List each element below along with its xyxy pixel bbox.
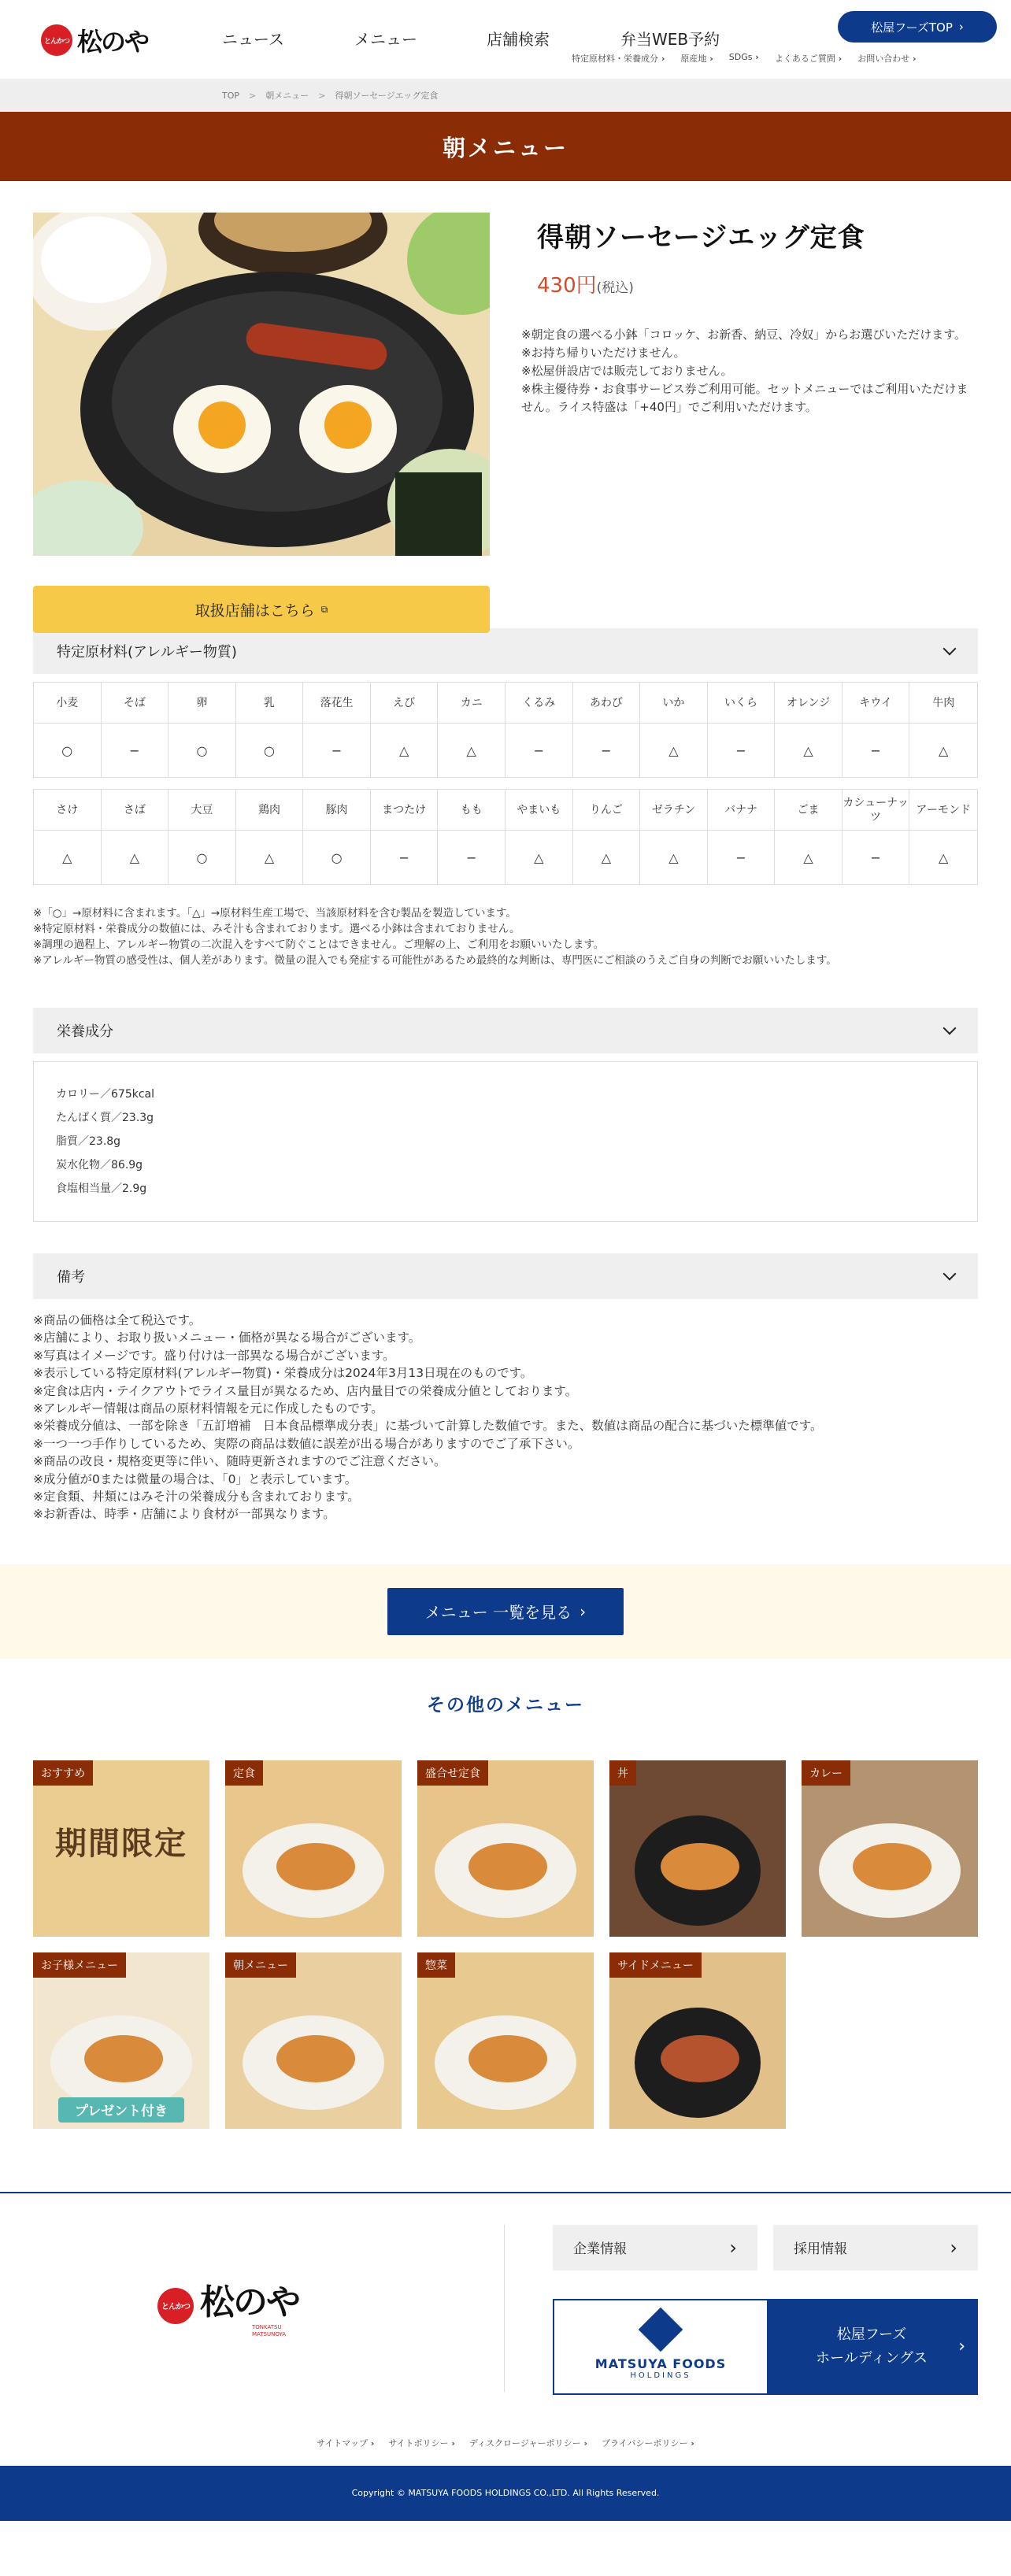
menu-card-curry[interactable] bbox=[802, 1760, 978, 1937]
allergen-value: − bbox=[506, 724, 573, 777]
product-photo bbox=[33, 213, 490, 556]
nutrition-calories: カロリー／675kcal bbox=[56, 1088, 154, 1101]
breadcrumb-top[interactable]: TOP bbox=[222, 90, 240, 101]
allergen-section bbox=[33, 628, 978, 968]
allergen-name: やまいも bbox=[506, 790, 573, 831]
nutrition-fat: 脂質／23.8g bbox=[56, 1135, 121, 1148]
allergen-table-1 bbox=[33, 682, 978, 778]
allergen-value: − bbox=[842, 831, 910, 884]
nutrition-carbs: 炭水化物／86.9g bbox=[56, 1159, 143, 1171]
menu-card-tag: 定食 bbox=[225, 1760, 263, 1786]
product-price bbox=[537, 269, 634, 298]
remark-line: ※一つ一つ手作りしているため、実際の商品は数値に誤差が出る場合がありますのでご了承下さい。 bbox=[33, 1436, 580, 1451]
present-badge: プレゼント付き bbox=[58, 2097, 184, 2123]
other-menu-heading: その他のメニュー bbox=[427, 1694, 584, 1715]
footer-logo[interactable] bbox=[157, 2274, 299, 2338]
top-button-label: 松屋フーズTOP bbox=[871, 20, 953, 35]
menu-card-tag: 惣菜 bbox=[417, 1952, 455, 1978]
allergen-value: △ bbox=[371, 724, 439, 777]
product-title: 得朝ソーセージエッグ定食 bbox=[537, 222, 865, 254]
allergen-value: △ bbox=[236, 831, 304, 884]
menu-card-tag: お子様メニュー bbox=[33, 1952, 126, 1978]
copyright: Copyright © MATSUYA FOODS HOLDINGS CO.,LTD. All Rights Reserved. bbox=[0, 2466, 1011, 2521]
footer-logo-mark: とんかつ bbox=[157, 2288, 194, 2324]
chevron-down-icon bbox=[943, 1268, 957, 1281]
menu-card-photo bbox=[802, 1760, 978, 1937]
nutrition-salt: 食塩相当量／2.9g bbox=[56, 1183, 147, 1195]
allergen-note: ※調理の過程上、アレルギー物質の二次混入をすべて防ぐことはできません。ご理解の上、ご利用をお願いいたします。 bbox=[33, 938, 605, 951]
footer-logo-text: 松のや bbox=[200, 2282, 299, 2322]
allergen-name: えび bbox=[371, 683, 439, 724]
menu-card-side[interactable] bbox=[609, 1952, 786, 2129]
category-banner: 朝メニュー bbox=[0, 112, 1011, 181]
site-footer bbox=[0, 2192, 1011, 2420]
menu-card-photo bbox=[417, 1952, 594, 2129]
allergen-value: − bbox=[708, 831, 776, 884]
nutrition-section bbox=[33, 1008, 978, 1222]
breadcrumb-category[interactable]: 朝メニュー bbox=[265, 91, 309, 101]
price-tax-label: (税込) bbox=[596, 280, 634, 296]
allergen-name: 豚肉 bbox=[303, 790, 371, 831]
remark-line: ※表示している特定原材料(アレルギー物質)・栄養成分は2024年3月13日現在のものです。 bbox=[33, 1366, 533, 1381]
nav-news[interactable]: ニュース bbox=[222, 30, 284, 49]
footer-link-privacy[interactable]: プライバシーポリシー › bbox=[602, 2437, 694, 2449]
allergen-name: そば bbox=[102, 683, 169, 724]
menu-card-moriawase[interactable] bbox=[417, 1760, 594, 1937]
subnav-sdgs[interactable]: SDGs › bbox=[729, 52, 759, 65]
allergen-value: − bbox=[708, 724, 776, 777]
other-menu-grid bbox=[33, 1760, 978, 2170]
nutrition-protein: たんぱく質／23.3g bbox=[56, 1112, 154, 1124]
allergen-name: オレンジ bbox=[775, 683, 842, 724]
limited-time-label: 期間限定 bbox=[55, 1825, 187, 1862]
allergen-value: − bbox=[303, 724, 371, 777]
menu-card-tag: おすすめ bbox=[33, 1760, 93, 1786]
logo-text: 松のや bbox=[77, 27, 149, 57]
allergen-value: − bbox=[573, 724, 641, 777]
remark-line: ※栄養成分値は、一部を除き「五訂増補 日本食品標準成分表」に基づいて計算した数値です。また、数値は商品の配合に基づいた標準値です。 bbox=[33, 1419, 823, 1434]
remarks-heading: 備考 bbox=[57, 1269, 85, 1286]
menu-card-tag: カレー bbox=[802, 1760, 850, 1786]
breadcrumb-separator: > bbox=[249, 90, 257, 101]
allergen-value: − bbox=[102, 724, 169, 777]
site-header bbox=[0, 0, 1011, 79]
menu-card-tag: 盛合せ定食 bbox=[417, 1760, 488, 1786]
product-description bbox=[521, 326, 980, 416]
holdings-link-line: ホールディングス bbox=[816, 2349, 928, 2367]
menu-card-kids[interactable] bbox=[33, 1952, 209, 2129]
allergen-value: △ bbox=[506, 831, 573, 884]
description-line: ※松屋併設店では販売しておりません。 bbox=[521, 364, 733, 378]
footer-links bbox=[0, 2420, 1011, 2466]
description-line: ※朝定食の選べる小鉢「コロッケ、お新香、納豆、冷奴」からお選びいただけます。 bbox=[521, 328, 967, 342]
footer-divider bbox=[504, 2225, 505, 2392]
remark-line: ※定食類、丼類にはみそ汁の栄養成分も含まれております。 bbox=[33, 1490, 360, 1505]
holdings-mark-icon bbox=[639, 2308, 683, 2352]
allergen-name: 落花生 bbox=[303, 683, 371, 724]
remark-line: ※店舗により、お取り扱いメニュー・価格が異なる場合がございます。 bbox=[33, 1331, 421, 1345]
allergen-name: 牛肉 bbox=[909, 683, 977, 724]
remarks-list bbox=[33, 1312, 978, 1523]
allergen-name: 大豆 bbox=[168, 790, 236, 831]
remark-line: ※定食は店内・テイクアウトでライス量目が異なるため、店内量目での栄養成分値としております。 bbox=[33, 1383, 578, 1398]
menu-card-teishoku[interactable] bbox=[225, 1760, 402, 1937]
subnav-faq[interactable]: よくあるご質問 › bbox=[775, 52, 842, 65]
price-value: 430円 bbox=[537, 274, 597, 298]
recruit-info-button[interactable]: 採用情報 › bbox=[773, 2225, 978, 2271]
chevron-right-icon: › bbox=[958, 20, 964, 34]
remark-line: ※アレルギー情報は商品の原材料情報を元に作成したものです。 bbox=[33, 1401, 383, 1416]
menu-list-band bbox=[0, 1564, 1011, 1659]
remark-line: ※お新香は、時季・店舗により食材が一部異なります。 bbox=[33, 1507, 335, 1522]
logo-mark: とんかつ bbox=[41, 24, 72, 56]
allergen-value: ○ bbox=[34, 724, 102, 777]
allergen-name: カシューナッツ bbox=[842, 790, 910, 831]
allergen-heading: 特定原材料(アレルギー物質) bbox=[57, 644, 237, 661]
allergen-value: △ bbox=[939, 849, 949, 865]
footer-logo-sub: TONKATSU MATSUNOYA bbox=[252, 2323, 287, 2337]
chevron-right-icon: › bbox=[580, 1601, 587, 1621]
description-line: ※株主優待券・お食事サービス券ご利用可能。セットメニューではご利用いただけません。ライス特盛は「+40円」でご利用いただけます。 bbox=[521, 382, 968, 414]
menu-card-photo bbox=[225, 1760, 402, 1937]
allergen-name: 卵 bbox=[168, 683, 236, 724]
allergen-value: − bbox=[371, 831, 439, 884]
allergen-name: バナナ bbox=[708, 790, 776, 831]
allergen-name: まつたけ bbox=[371, 790, 439, 831]
holdings-banner[interactable] bbox=[553, 2299, 978, 2395]
menu-list-button[interactable] bbox=[387, 1588, 624, 1635]
menu-card-photo bbox=[609, 1760, 786, 1937]
remark-line: ※商品の価格は全て税込です。 bbox=[33, 1313, 202, 1327]
holdings-sub: HOLDINGS bbox=[630, 2371, 691, 2380]
allergen-note: ※特定原材料・栄養成分の数値には、みそ汁も含まれております。選べる小鉢は含まれておりません。 bbox=[33, 923, 520, 935]
menu-card-morning[interactable] bbox=[225, 1952, 402, 2129]
site-logo[interactable] bbox=[41, 22, 167, 58]
menu-card-sozai[interactable] bbox=[417, 1952, 594, 2129]
allergen-name: 小麦 bbox=[34, 683, 102, 724]
allergen-value: △ bbox=[775, 724, 842, 777]
allergen-name: ゼラチン bbox=[640, 790, 708, 831]
menu-card-photo bbox=[609, 1952, 786, 2129]
holdings-name: MATSUYA FOODS bbox=[594, 2356, 727, 2371]
allergen-value: △ bbox=[640, 831, 708, 884]
allergen-accordion-header[interactable] bbox=[33, 628, 978, 674]
allergen-value: − bbox=[438, 831, 506, 884]
allergen-name: いか bbox=[640, 683, 708, 724]
allergen-name: キウイ bbox=[842, 683, 910, 724]
subnav-allergen[interactable]: 特定原材料・栄養成分 › bbox=[572, 52, 665, 65]
product-detail bbox=[0, 181, 1011, 620]
allergen-note: ※「○」→原材料に含まれます。「△」→原材料生産工場で、当該原材料を含む製品を製造しています。 bbox=[33, 907, 517, 920]
breadcrumb bbox=[0, 79, 1011, 112]
nutrition-accordion-header[interactable] bbox=[33, 1008, 978, 1053]
external-link-icon: ⧉ bbox=[320, 603, 328, 615]
remark-line: ※成分値が0または微量の場合は、「0」と表示しています。 bbox=[33, 1471, 357, 1486]
allergen-note: ※アレルギー物質の感受性は、個人差があります。微量の混入でも発症する可能性があるため最終的な判断は、専門医にご相談のうえご自身の判断でお願いいたします。 bbox=[33, 954, 837, 967]
holdings-link bbox=[767, 2300, 976, 2393]
allergen-name: もも bbox=[438, 790, 506, 831]
allergen-value: ○ bbox=[303, 831, 371, 884]
store-search-button[interactable] bbox=[33, 586, 490, 633]
allergen-name: りんご bbox=[573, 790, 641, 831]
allergen-value: △ bbox=[775, 831, 842, 884]
remarks-section bbox=[33, 1253, 978, 1523]
remark-line: ※写真はイメージです。盛り付けは一部異なる場合がございます。 bbox=[33, 1348, 395, 1363]
allergen-value: △ bbox=[939, 742, 949, 758]
allergen-notes bbox=[33, 905, 978, 968]
allergen-name: カニ bbox=[438, 683, 506, 724]
remarks-accordion-header[interactable] bbox=[33, 1253, 978, 1299]
description-line: ※お持ち帰りいただけません。 bbox=[521, 346, 686, 360]
nav-menu[interactable]: メニュー bbox=[354, 30, 417, 49]
allergen-name: いくら bbox=[708, 683, 776, 724]
allergen-value: △ bbox=[438, 724, 506, 777]
nav-bento-reserve[interactable]: 弁当WEB予約 bbox=[620, 30, 720, 49]
matsuya-foods-top-button[interactable] bbox=[838, 11, 997, 43]
allergen-name: さけ bbox=[34, 790, 102, 831]
remark-line: ※商品の改良・規格変更等に伴い、随時更新されますのでご注意ください。 bbox=[33, 1454, 446, 1469]
menu-card-recommended[interactable] bbox=[33, 1760, 209, 1937]
holdings-logo bbox=[554, 2300, 767, 2393]
menu-card-tag: サイドメニュー bbox=[609, 1952, 702, 1978]
sub-nav bbox=[572, 52, 917, 65]
allergen-name: 鶏肉 bbox=[236, 790, 304, 831]
menu-card-tag: 丼 bbox=[609, 1760, 636, 1786]
breadcrumb-separator: > bbox=[318, 90, 326, 101]
breadcrumb-current: 得朝ソーセージエッグ定食 bbox=[335, 91, 439, 101]
menu-card-photo bbox=[417, 1760, 594, 1937]
chevron-down-icon bbox=[943, 1022, 957, 1035]
nav-store-search[interactable]: 店舗検索 bbox=[487, 30, 550, 49]
allergen-value: ○ bbox=[236, 724, 304, 777]
menu-card-don[interactable] bbox=[609, 1760, 786, 1937]
menu-card-photo bbox=[225, 1952, 402, 2129]
allergen-name: ごま bbox=[775, 790, 842, 831]
allergen-value: ○ bbox=[168, 831, 236, 884]
nutrition-heading: 栄養成分 bbox=[57, 1023, 113, 1040]
corporate-info-button[interactable]: 企業情報 › bbox=[553, 2225, 757, 2271]
subnav-origin[interactable]: 原産地 › bbox=[680, 52, 713, 65]
allergen-name: アーモンド bbox=[909, 790, 977, 831]
menu-list-label: メニュー 一覧を見る bbox=[424, 1603, 572, 1623]
global-nav bbox=[222, 27, 754, 50]
allergen-value: − bbox=[842, 724, 910, 777]
allergen-name: あわび bbox=[573, 683, 641, 724]
allergen-value: △ bbox=[34, 831, 102, 884]
allergen-value: △ bbox=[102, 831, 169, 884]
allergen-name: 乳 bbox=[236, 683, 304, 724]
footer-link-site-policy[interactable]: サイトポリシー › bbox=[388, 2437, 455, 2449]
footer-link-disclosure[interactable]: ディスクロージャーポリシー › bbox=[469, 2437, 587, 2449]
footer-link-sitemap[interactable]: サイトマップ › bbox=[317, 2437, 374, 2449]
nutrition-box bbox=[33, 1061, 978, 1222]
allergen-value: ○ bbox=[168, 724, 236, 777]
allergen-table-2 bbox=[33, 789, 978, 885]
menu-card-tag: 朝メニュー bbox=[225, 1952, 296, 1978]
allergen-name: さば bbox=[102, 790, 169, 831]
store-button-label: 取扱店舗はこちら bbox=[194, 601, 315, 620]
allergen-value: △ bbox=[573, 831, 641, 884]
footer-logo-wordmark bbox=[200, 2274, 299, 2338]
allergen-value: △ bbox=[640, 724, 708, 777]
allergen-name: くるみ bbox=[506, 683, 573, 724]
subnav-contact[interactable]: お問い合わせ › bbox=[857, 52, 916, 65]
chevron-down-icon bbox=[943, 642, 957, 656]
holdings-link-line: 松屋フーズ bbox=[836, 2326, 907, 2343]
